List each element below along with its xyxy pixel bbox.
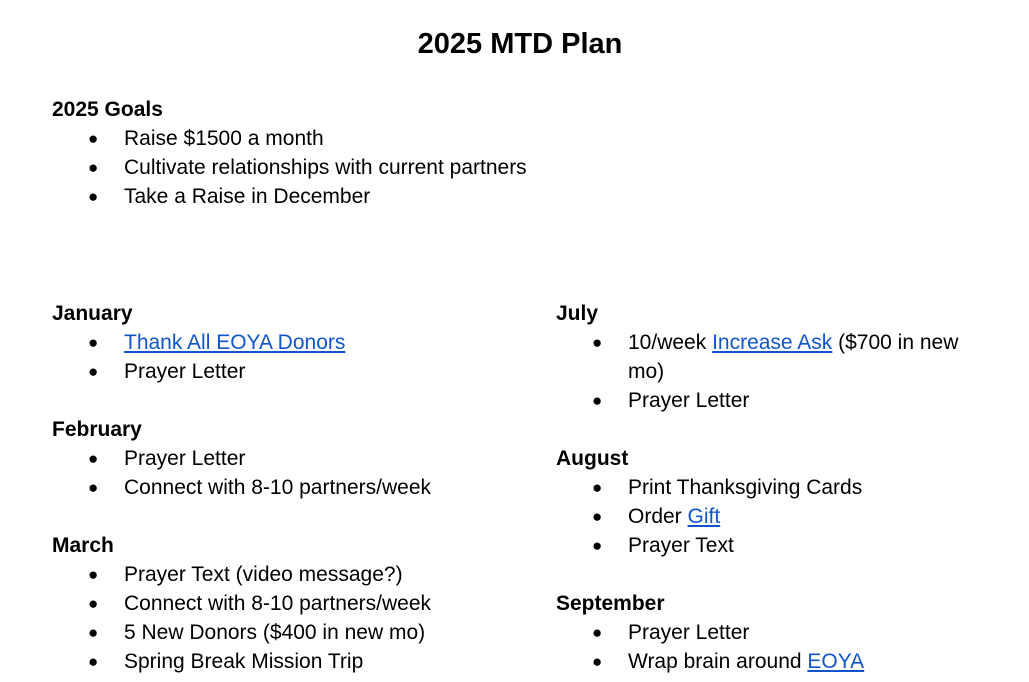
bullet-icon: ● xyxy=(88,623,99,642)
list-item xyxy=(556,531,996,560)
bullet-icon: ● xyxy=(88,158,99,177)
task-list xyxy=(556,618,996,676)
goals-heading: 2025 Goals xyxy=(52,98,163,121)
task-text: 5 New Donors ($400 in new mo) xyxy=(124,621,426,644)
task-text: Prayer Letter xyxy=(124,447,246,470)
month-heading: February xyxy=(52,418,142,441)
list-item xyxy=(52,473,512,502)
list-item xyxy=(52,444,512,473)
bullet-icon: ● xyxy=(88,129,99,148)
list-item xyxy=(52,589,512,618)
document-title: 2025 MTD Plan xyxy=(417,28,623,60)
month-january xyxy=(52,299,512,386)
list-item xyxy=(52,124,572,153)
list-item xyxy=(52,153,572,182)
left-column xyxy=(52,299,512,676)
list-item xyxy=(52,647,512,676)
bullet-icon: ● xyxy=(88,362,99,381)
task-list xyxy=(556,473,996,560)
bullet-icon: ● xyxy=(592,507,603,526)
list-item xyxy=(52,328,512,357)
task-text: Prayer Letter xyxy=(628,621,750,644)
list-item xyxy=(52,560,512,589)
task-list xyxy=(52,560,512,676)
thank-eoya-donors-link[interactable]: Thank All EOYA Donors xyxy=(124,331,346,354)
bullet-icon: ● xyxy=(592,333,603,352)
increase-ask-link[interactable]: Increase Ask xyxy=(712,331,833,354)
bullet-icon: ● xyxy=(592,652,603,671)
bullet-icon: ● xyxy=(592,536,603,555)
month-august xyxy=(556,444,996,560)
task-text: Prayer Letter xyxy=(124,360,246,383)
task-text-prefix: Order xyxy=(628,505,688,528)
goals-list xyxy=(52,124,572,211)
list-item xyxy=(556,473,996,502)
task-text-suffix: ($700 in new mo) xyxy=(628,331,959,383)
task-list xyxy=(556,328,996,415)
month-july xyxy=(556,299,996,415)
month-heading: September xyxy=(556,592,665,615)
bullet-icon: ● xyxy=(592,623,603,642)
month-heading: March xyxy=(52,534,114,557)
goals-section xyxy=(52,95,572,211)
list-item xyxy=(52,618,512,647)
list-item xyxy=(556,647,996,676)
list-item xyxy=(556,386,996,415)
month-february xyxy=(52,415,512,502)
task-text: Prayer Letter xyxy=(628,389,750,412)
month-heading: July xyxy=(556,302,599,325)
bullet-icon: ● xyxy=(88,333,99,352)
bullet-icon: ● xyxy=(88,652,99,671)
task-text: Prayer Text (video message?) xyxy=(124,563,403,586)
gift-link[interactable]: Gift xyxy=(687,505,721,528)
goal-text: Raise $1500 a month xyxy=(124,127,324,150)
bullet-icon: ● xyxy=(88,594,99,613)
list-item xyxy=(556,618,996,647)
task-text: Prayer Text xyxy=(628,534,734,557)
task-text: Print Thanksgiving Cards xyxy=(628,476,863,499)
bullet-icon: ● xyxy=(88,478,99,497)
bullet-icon: ● xyxy=(592,478,603,497)
list-item xyxy=(52,357,512,386)
task-list xyxy=(52,328,512,386)
bullet-icon: ● xyxy=(88,187,99,206)
task-list xyxy=(52,444,512,502)
month-september xyxy=(556,589,996,676)
eoya-link[interactable]: EOYA xyxy=(807,650,865,673)
right-column xyxy=(556,299,996,676)
bullet-icon: ● xyxy=(88,565,99,584)
goal-text: Cultivate relationships with current partners xyxy=(124,156,527,179)
list-item xyxy=(52,182,572,211)
list-item xyxy=(556,328,996,386)
month-march xyxy=(52,531,512,676)
bullet-icon: ● xyxy=(88,449,99,468)
bullet-icon: ● xyxy=(592,391,603,410)
task-text: Spring Break Mission Trip xyxy=(124,650,364,673)
month-heading: January xyxy=(52,302,133,325)
task-text-prefix: Wrap brain around xyxy=(628,650,808,673)
goal-text: Take a Raise in December xyxy=(124,185,371,208)
list-item xyxy=(556,502,996,531)
month-heading: August xyxy=(556,447,629,470)
task-text: Connect with 8-10 partners/week xyxy=(124,476,431,499)
task-text: Connect with 8-10 partners/week xyxy=(124,592,431,615)
task-text-prefix: 10/week xyxy=(628,331,713,354)
